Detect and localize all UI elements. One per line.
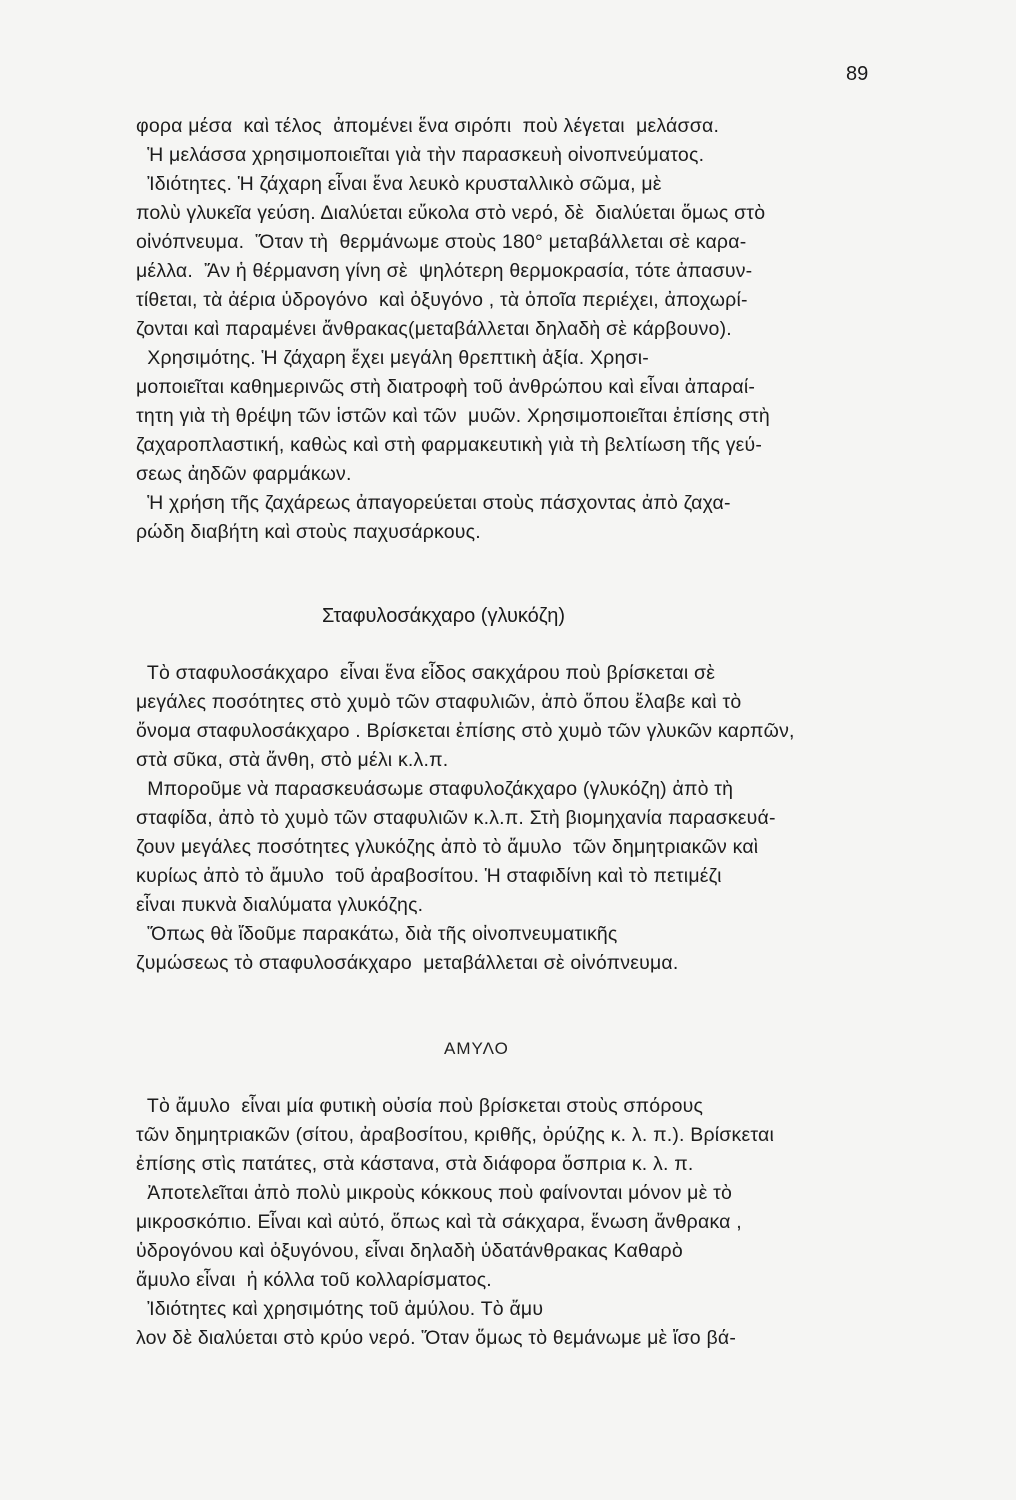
text-line: ὄνομα σταφυλοσάκχαρο . Βρίσκεται ἐπίσης στὸ χυμὸ τῶν γλυκῶν καρπῶν, xyxy=(136,720,795,742)
text-line: οἰνόπνευμα. Ὅταν τὴ θερμάνωμε στοὺς 180° μεταβάλλεται σὲ καρα- xyxy=(136,231,747,253)
text-line: τῶν δημητριακῶν (σίτου, ἀραβοσίτου, κριθῆς, ὀρύζης κ. λ. π.). Βρίσκεται xyxy=(136,1124,775,1146)
text-line: εἶναι πυκνὰ διαλύματα γλυκόζης. xyxy=(136,894,424,916)
text-line: κυρίως ἀπὸ τὸ ἄμυλο τοῦ ἀραβοσίτου. Ἡ σταφιδίνη καὶ τὸ πετιμέζι xyxy=(136,865,722,887)
text-line: ὑδρογόνου καὶ ὀξυγόνου, εἶναι δηλαδὴ ὑδατάνθρακας Καθαρὸ xyxy=(136,1240,683,1262)
section-heading-starch: ΑΜΥΛΟ xyxy=(444,1039,509,1058)
text-line: Ἀποτελεῖται ἀπὸ πολὺ μικροὺς κόκκους ποὺ φαίνονται μόνον μὲ τὸ xyxy=(136,1182,733,1204)
text-line: πολὺ γλυκεῖα γεύση. Διαλύεται εὔκολα στὸ νερό, δὲ διαλύεται ὅμως στὸ xyxy=(136,202,766,224)
text-line: τητη γιὰ τὴ θρέψη τῶν ἱστῶν καὶ τῶν μυῶν. Χρησιμοποιεῖται ἐπίσης στὴ xyxy=(136,405,770,427)
text-line: Μποροῦμε νὰ παρασκευάσωμε σταφυλοζάκχαρο (γλυκόζη) ἀπὸ τὴ xyxy=(136,778,734,800)
text-line: μέλλα. Ἄν ἡ θέρμανση γίνη σὲ ψηλότερη θερμοκρασία, τότε ἀπασυν- xyxy=(136,260,753,282)
text-line: ζονται καὶ παραμένει ἄνθρακας(μεταβάλλεται δηλαδὴ σὲ κάρβουνο). xyxy=(136,318,732,340)
text-line: Ἡ μελάσσα χρησιμοποιεῖται γιὰ τὴν παρασκευὴ οἰνοπνεύματος. xyxy=(136,144,705,166)
page-number: 89 xyxy=(846,63,869,85)
text-line: λον δὲ διαλύεται στὸ κρύο νερό. Ὅταν ὅμως τὸ θεμάνωμε μὲ ἴσο βά- xyxy=(136,1327,737,1349)
text-line: Ἰδιότητες καὶ χρησιμότης τοῦ ἀμύλου. Τὸ ἄμυ xyxy=(136,1298,544,1320)
text-line: ἄμυλο εἶναι ἡ κόλλα τοῦ κολλαρίσματος. xyxy=(136,1269,492,1291)
text-line: τίθεται, τὰ ἀέρια ὑδρογόνο καὶ ὀξυγόνο , τὰ ὁποῖα περιέχει, ἀποχωρί- xyxy=(136,289,748,311)
text-line: ρώδη διαβήτη καὶ στοὺς παχυσάρκους. xyxy=(136,521,481,543)
text-line: μεγάλες ποσότητες στὸ χυμὸ τῶν σταφυλιῶν, ἀπὸ ὅπου ἔλαβε καὶ τὸ xyxy=(136,691,742,713)
section-heading-glucose: Σταφυλοσάκχαρο (γλυκόζη) xyxy=(322,605,566,627)
text-line: Χρησιμότης. Ἡ ζάχαρη ἔχει μεγάλη θρεπτικὴ ἀξία. Χρησι- xyxy=(136,347,649,369)
text-line: Τὸ ἄμυλο εἶναι μία φυτικὴ οὐσία ποὺ βρίσκεται στοὺς σπόρους xyxy=(136,1095,704,1117)
text-line: σεως ἀηδῶν φαρμάκων. xyxy=(136,463,352,485)
text-line: ζυμώσεως τὸ σταφυλοσάκχαρο μεταβάλλεται σὲ οἰνόπνευμα. xyxy=(136,952,679,974)
text-line: Ἡ χρήση τῆς ζαχάρεως ἀπαγορεύεται στοὺς πάσχοντας ἀπὸ ζαχα- xyxy=(136,492,731,514)
text-line: μικροσκόπιο. Εἶναι καὶ αὐτό, ὅπως καὶ τὰ σάκχαρα, ἕνωση ἄνθρακα , xyxy=(136,1211,742,1233)
text-line: φορα μέσα καὶ τέλος ἀπομένει ἕνα σιρόπι ποὺ λέγεται μελάσσα. xyxy=(136,115,720,137)
text-line: μοποιεῖται καθημερινῶς στὴ διατροφὴ τοῦ ἀνθρώπου καὶ εἶναι ἀπαραί- xyxy=(136,376,756,398)
text-line: ἐπίσης στὶς πατάτες, στὰ κάστανα, στὰ διάφορα ὄσπρια κ. λ. π. xyxy=(136,1153,694,1175)
text-line: Ἰδιότητες. Ἡ ζάχαρη εἶναι ἕνα λευκὸ κρυσταλλικὸ σῶμα, μὲ xyxy=(136,173,662,195)
text-line: ζουν μεγάλες ποσότητες γλυκόζης ἀπὸ τὸ ἄμυλο τῶν δημητριακῶν καὶ xyxy=(136,836,759,858)
text-line: Ὅπως θὰ ἴδοῦμε παρακάτω, διὰ τῆς οἰνοπνευματικῆς xyxy=(136,923,618,945)
text-line: Τὸ σταφυλοσάκχαρο εἶναι ἕνα εἶδος σακχάρου ποὺ βρίσκεται σὲ xyxy=(136,662,716,684)
text-line: ζαχαροπλαστική, καθὼς καὶ στὴ φαρμακευτικὴ γιὰ τὴ βελτίωση τῆς γεύ- xyxy=(136,434,763,456)
text-line: σταφίδα, ἀπὸ τὸ χυμὸ τῶν σταφυλιῶν κ.λ.π. Στὴ βιομηχανία παρασκευά- xyxy=(136,807,776,829)
text-line: στὰ σῦκα, στὰ ἄνθη, στὸ μέλι κ.λ.π. xyxy=(136,749,449,771)
